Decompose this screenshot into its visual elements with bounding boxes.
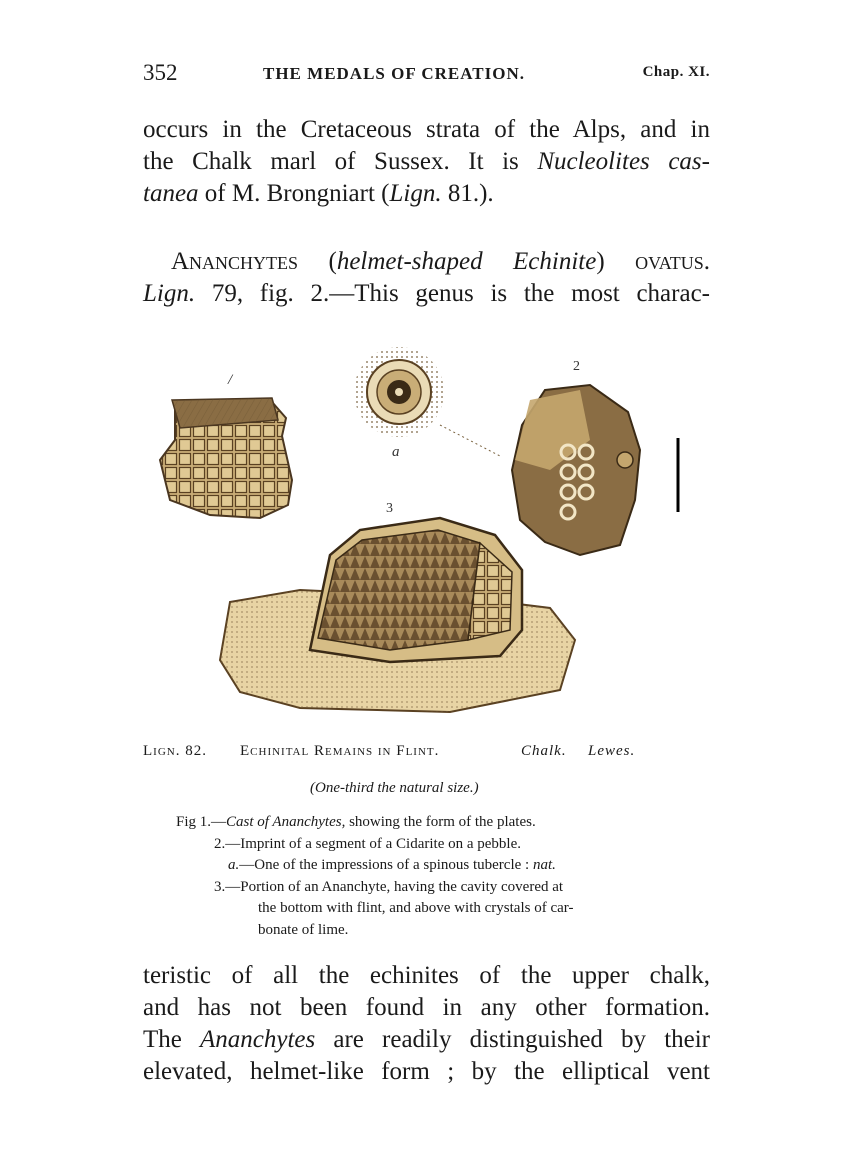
- note-3-cont: the bottom with flint, and above with crystals of car-: [258, 900, 574, 916]
- lign-ref: Lign.: [143, 280, 196, 307]
- fossil-fig-1: [160, 398, 292, 518]
- fig-label-3: 3: [386, 501, 393, 516]
- figure-notes: [176, 812, 573, 941]
- note-2: 2.—Imprint of a segment of a Cidarite on a pebble.: [214, 835, 521, 852]
- text-line: occurs in the Cretaceous strata of the Alps, and in: [143, 116, 710, 143]
- fossil-fig-3: [220, 518, 575, 712]
- note-3-cont-2: bonate of lime.: [258, 921, 349, 938]
- caption-place-1: Chalk.: [521, 743, 567, 759]
- paragraph-3: [143, 960, 710, 1088]
- fig-label-2: 2: [573, 359, 580, 374]
- running-title: THE MEDALS OF CREATION.: [263, 64, 525, 83]
- text-line: elevated, helmet-like form ; by the elliptical vent: [143, 1058, 710, 1085]
- fossil-illustration: [150, 340, 710, 720]
- note-text: showing the form of the plates.: [345, 814, 536, 830]
- text-span: the Chalk marl of Sussex. It is: [143, 148, 538, 175]
- paragraph-2: [143, 246, 710, 310]
- note-text: —One of the impressions of a spinous tubercle :: [239, 857, 533, 873]
- fossil-fig-2: [512, 385, 640, 555]
- lign-ref: Lign.: [389, 180, 442, 207]
- chapter-label: Chap. XI.: [642, 64, 710, 80]
- fig-label-1: /: [228, 372, 233, 388]
- note-italic: a.: [228, 857, 240, 873]
- common-name: helmet-shaped Echinite: [336, 248, 597, 275]
- species-epithet: ovatus.: [635, 248, 711, 275]
- caption-place-2: Lewes.: [588, 743, 636, 759]
- species-name: Nucleolites cas-: [537, 148, 710, 175]
- paragraph-1: [143, 114, 710, 210]
- species-name: tanea: [143, 180, 199, 207]
- genus-name: Ananchytes: [200, 1026, 316, 1053]
- text-span: (: [298, 248, 337, 275]
- fossil-fig-a: [354, 347, 444, 437]
- caption-lign: Lign. 82.: [143, 743, 207, 759]
- note-italic: Cast of Ananchytes,: [226, 814, 346, 830]
- text-span: of M. Brongniart (: [198, 180, 390, 207]
- note-italic: nat.: [532, 857, 556, 873]
- text-span: are readily distinguished by their: [315, 1026, 711, 1053]
- fig-label-a: a: [392, 444, 400, 460]
- text-span: 79, fig. 2.—This genus is the most charac-: [195, 280, 710, 307]
- text-line: teristic of all the echinites of the upper chalk,: [143, 962, 710, 989]
- page-number: 352: [143, 60, 178, 85]
- note-3: 3.—Portion of an Ananchyte, having the cavity covered at: [214, 878, 564, 895]
- text-span: The: [143, 1026, 201, 1053]
- text-span: 81.).: [441, 180, 494, 207]
- text-span: ): [596, 248, 636, 275]
- text-line: and has not been found in any other formation.: [143, 994, 710, 1021]
- running-header: [143, 60, 710, 90]
- caption-scale: (One-third the natural size.): [310, 780, 479, 796]
- note-text: Fig 1.—: [176, 814, 227, 830]
- caption-title: Echinital Remains in Flint.: [240, 743, 440, 759]
- genus-name: Ananchytes: [171, 248, 299, 275]
